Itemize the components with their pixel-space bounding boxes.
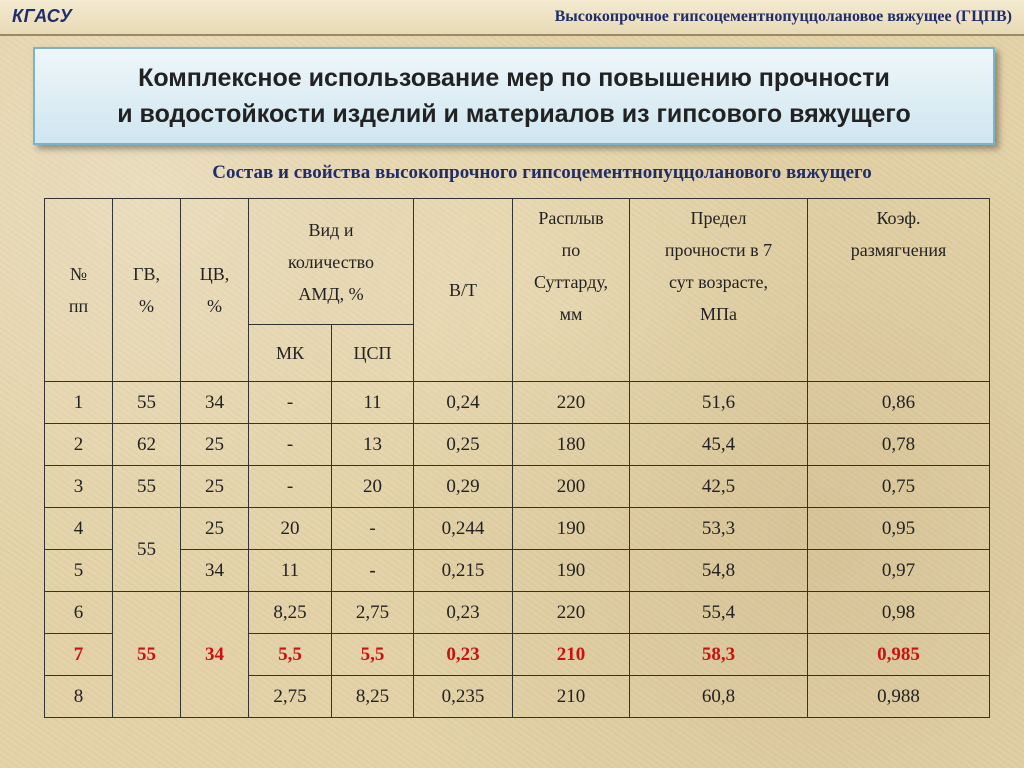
cell-mk: 5,5 [249, 634, 332, 676]
table-row [45, 466, 990, 508]
cell-num: 3 [45, 466, 113, 508]
cell-num: 8 [45, 676, 113, 718]
cell-gv: 55 [113, 466, 181, 508]
header-softening: Коэф. размягчения [808, 199, 990, 382]
cell-csp: 20 [332, 466, 414, 508]
cell-csp: - [332, 508, 414, 550]
cell-num: 5 [45, 550, 113, 592]
table-row [45, 508, 990, 550]
header-amd: Вид и количество АМД, % [249, 199, 414, 325]
cell-gv: 55 [113, 592, 181, 718]
slide-title [33, 47, 995, 145]
cell-csp: - [332, 550, 414, 592]
cell-num: 4 [45, 508, 113, 550]
cell-cv: 25 [181, 466, 249, 508]
cell-strength: 45,4 [630, 424, 808, 466]
cell-flow: 190 [513, 550, 630, 592]
table-row [45, 550, 990, 592]
table-row [45, 382, 990, 424]
cell-csp: 2,75 [332, 592, 414, 634]
cell-cv: 34 [181, 550, 249, 592]
cell-num: 6 [45, 592, 113, 634]
cell-strength: 42,5 [630, 466, 808, 508]
cell-mk: - [249, 382, 332, 424]
cell-gv: 55 [113, 508, 181, 592]
cell-cv: 25 [181, 508, 249, 550]
cell-vt: 0,235 [414, 676, 513, 718]
cell-flow: 210 [513, 634, 630, 676]
table-row [45, 592, 990, 634]
cell-gv: 62 [113, 424, 181, 466]
header-cv: ЦВ, % [181, 199, 249, 382]
cell-softening: 0,97 [808, 550, 990, 592]
cell-flow: 180 [513, 424, 630, 466]
cell-cv: 34 [181, 592, 249, 718]
cell-strength: 53,3 [630, 508, 808, 550]
table-caption: Состав и свойства высокопрочного гипсоцементнопуццоланового вяжущего [212, 162, 872, 183]
cell-gv: 55 [113, 382, 181, 424]
cell-csp: 13 [332, 424, 414, 466]
table-row [45, 424, 990, 466]
header-strength: Предел прочности в 7 сут возрасте, МПа [630, 199, 808, 382]
cell-num: 7 [45, 634, 113, 676]
header-vt: В/Т [414, 199, 513, 382]
cell-softening: 0,98 [808, 592, 990, 634]
cell-cv: 34 [181, 382, 249, 424]
header-csp: ЦСП [332, 325, 414, 382]
cell-csp: 11 [332, 382, 414, 424]
cell-vt: 0,23 [414, 592, 513, 634]
cell-flow: 220 [513, 592, 630, 634]
cell-strength: 54,8 [630, 550, 808, 592]
header-flow: Расплыв по Суттарду, мм [513, 199, 630, 382]
cell-mk: 11 [249, 550, 332, 592]
cell-softening: 0,75 [808, 466, 990, 508]
cell-mk: 8,25 [249, 592, 332, 634]
cell-flow: 220 [513, 382, 630, 424]
cell-softening: 0,988 [808, 676, 990, 718]
cell-cv: 25 [181, 424, 249, 466]
cell-softening: 0,78 [808, 424, 990, 466]
cell-vt: 0,215 [414, 550, 513, 592]
cell-strength: 51,6 [630, 382, 808, 424]
cell-csp: 5,5 [332, 634, 414, 676]
cell-mk: - [249, 424, 332, 466]
cell-vt: 0,23 [414, 634, 513, 676]
cell-vt: 0,244 [414, 508, 513, 550]
cell-vt: 0,24 [414, 382, 513, 424]
cell-vt: 0,25 [414, 424, 513, 466]
cell-strength: 55,4 [630, 592, 808, 634]
cell-mk: 2,75 [249, 676, 332, 718]
header-num: № пп [45, 199, 113, 382]
cell-flow: 200 [513, 466, 630, 508]
cell-softening: 0,985 [808, 634, 990, 676]
cell-mk: 20 [249, 508, 332, 550]
header-title: Высокопрочное гипсоцементнопуццолановое вяжущее (ГЦПВ) [554, 8, 1012, 25]
header-gv: ГВ, % [113, 199, 181, 382]
cell-flow: 190 [513, 508, 630, 550]
cell-vt: 0,29 [414, 466, 513, 508]
cell-mk: - [249, 466, 332, 508]
cell-softening: 0,95 [808, 508, 990, 550]
cell-strength: 58,3 [630, 634, 808, 676]
cell-num: 2 [45, 424, 113, 466]
cell-num: 1 [45, 382, 113, 424]
cell-csp: 8,25 [332, 676, 414, 718]
slide-title-line-1: Комплексное использование мер по повышению прочности [138, 64, 890, 92]
composition-table [44, 198, 990, 718]
slide-title-line-2: и водостойкости изделий и материалов из гипсового вяжущего [117, 100, 911, 128]
header-mk: МК [249, 325, 332, 382]
cell-strength: 60,8 [630, 676, 808, 718]
cell-softening: 0,86 [808, 382, 990, 424]
org-logo: КГАСУ [12, 6, 73, 26]
header-bar [0, 0, 1024, 36]
cell-flow: 210 [513, 676, 630, 718]
